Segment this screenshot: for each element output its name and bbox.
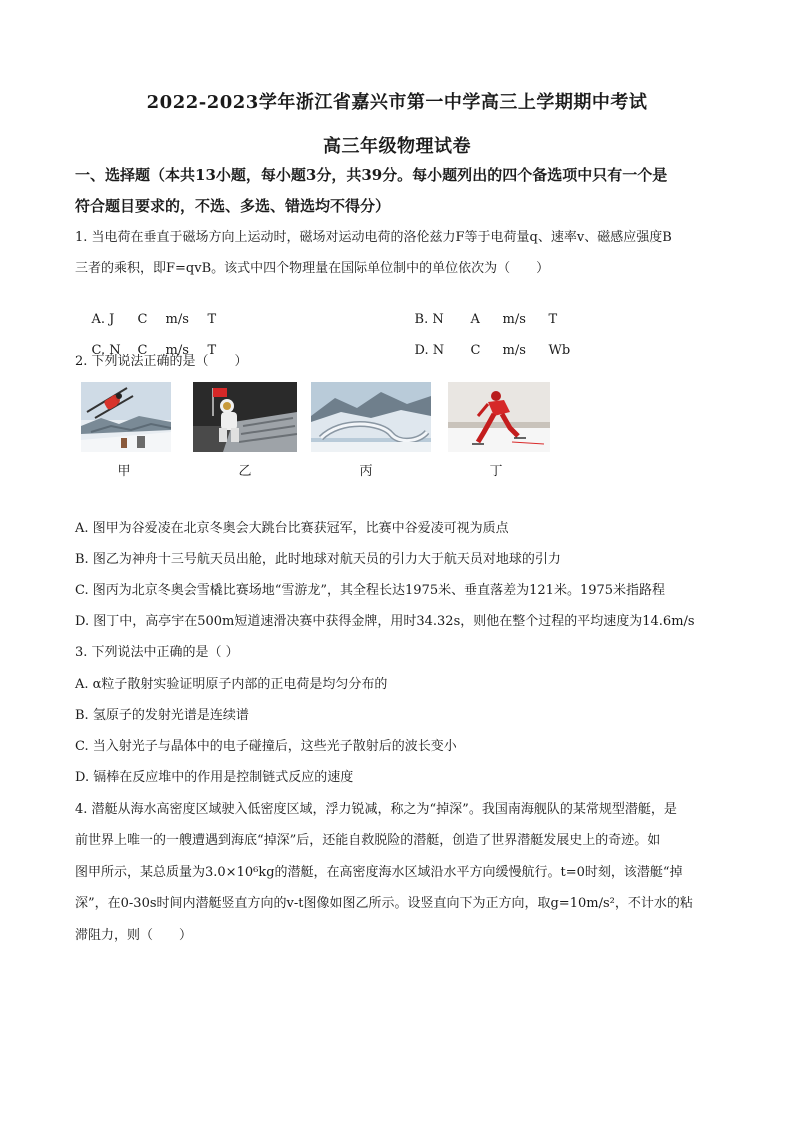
astronaut-photo <box>193 382 297 452</box>
q2-option-c: C. 图丙为北京冬奥会雪橇比赛场地“雪游龙”，其全程长达1975米、垂直落差为121米。1975米指路程 <box>75 583 666 598</box>
sled-track-photo <box>311 382 431 452</box>
q3-option-b: B. 氢原子的发射光谱是连续谱 <box>75 708 249 723</box>
q2-caption-ding: 丁 <box>489 464 503 479</box>
section-heading <box>75 160 725 222</box>
section-heading-line-2: 符合题目要求的，不选、多选、错选均不得分） <box>75 197 391 215</box>
q2-option-a: A. 图甲为谷爱凌在北京冬奥会大跳台比赛获冠军，比赛中谷爱凌可视为质点 <box>75 521 509 536</box>
page-title: 2022-2023学年浙江省嘉兴市第一中学高三上学期期中考试 <box>146 92 648 113</box>
q1-stem-line-1: 1. 当电荷在垂直于磁场方向上运动时，磁场对运动电荷的洛伦兹力F等于电荷量q、速率v、磁感应强度B <box>75 230 672 245</box>
q2-option-b: B. 图乙为神舟十三号航天员出舱，此时地球对航天员的引力大于航天员对地球的引力 <box>75 552 561 567</box>
q3-stem: 3. 下列说法中正确的是（ ） <box>75 645 239 660</box>
q2-option-d: D. 图丁中，高亭宇在500m短道速滑决赛中获得金牌，用时34.32s，则他在整个过程的平均速度为14.6m/s <box>75 614 695 629</box>
q1-option-a: A. J C m/s T <box>91 312 217 327</box>
skier-photo <box>81 382 171 452</box>
q1-option-d: D. N C m/s Wb <box>414 343 571 358</box>
q4-stem-line-3: 图甲所示，某总质量为3.0×10⁶kg的潜艇，在高密度海水区域沿水平方向缓慢航行。t=0时刻，该潜艇“掉 <box>75 865 683 880</box>
q3-option-d: D. 镉棒在反应堆中的作用是控制链式反应的速度 <box>75 770 354 785</box>
q3-option-c: C. 当入射光子与晶体中的电子碰撞后，这些光子散射后的波长变小 <box>75 739 457 754</box>
q4-stem-line-1: 4. 潜艇从海水高密度区域驶入低密度区域，浮力锐减，称之为“掉深”。我国南海舰队的某常规型潜艇，是 <box>75 802 677 817</box>
q2-stem: 2. 下列说法正确的是（ ） <box>75 354 248 369</box>
page-subtitle: 高三年级物理试卷 <box>323 136 471 157</box>
q1-stem-line-2: 三者的乘积，即F=qvB。该式中四个物理量在国际单位制中的单位依次为（ ） <box>75 261 550 276</box>
q2-caption-jia: 甲 <box>117 464 131 479</box>
q4-stem-line-5: 滞阻力，则（ ） <box>75 928 193 943</box>
section-heading-line-1: 一、选择题（本共13小题，每小题3分，共39分。每小题列出的四个备选项中只有一个是 <box>75 166 668 184</box>
q3-option-a: A. α粒子散射实验证明原子内部的正电荷是均匀分布的 <box>75 677 388 692</box>
q2-caption-yi: 乙 <box>238 464 252 479</box>
q2-figures <box>0 382 794 452</box>
q1-option-b: B. N A m/s T <box>414 312 558 327</box>
q4-stem-line-2: 前世界上唯一的一艘遭遇到海底“掉深”后，还能自救脱险的潜艇，创造了世界潜艇发展史上的奇迹。如 <box>75 833 661 848</box>
speed-skater-photo <box>448 382 550 452</box>
q1-option-c: C. N C m/s T <box>91 343 217 358</box>
q2-caption-bing: 丙 <box>359 464 373 479</box>
q4-stem-line-4: 深”，在0-30s时间内潜艇竖直方向的v-t图像如图乙所示。设竖直向下为正方向，取g=10m/s²，不计水的粘 <box>75 896 693 911</box>
